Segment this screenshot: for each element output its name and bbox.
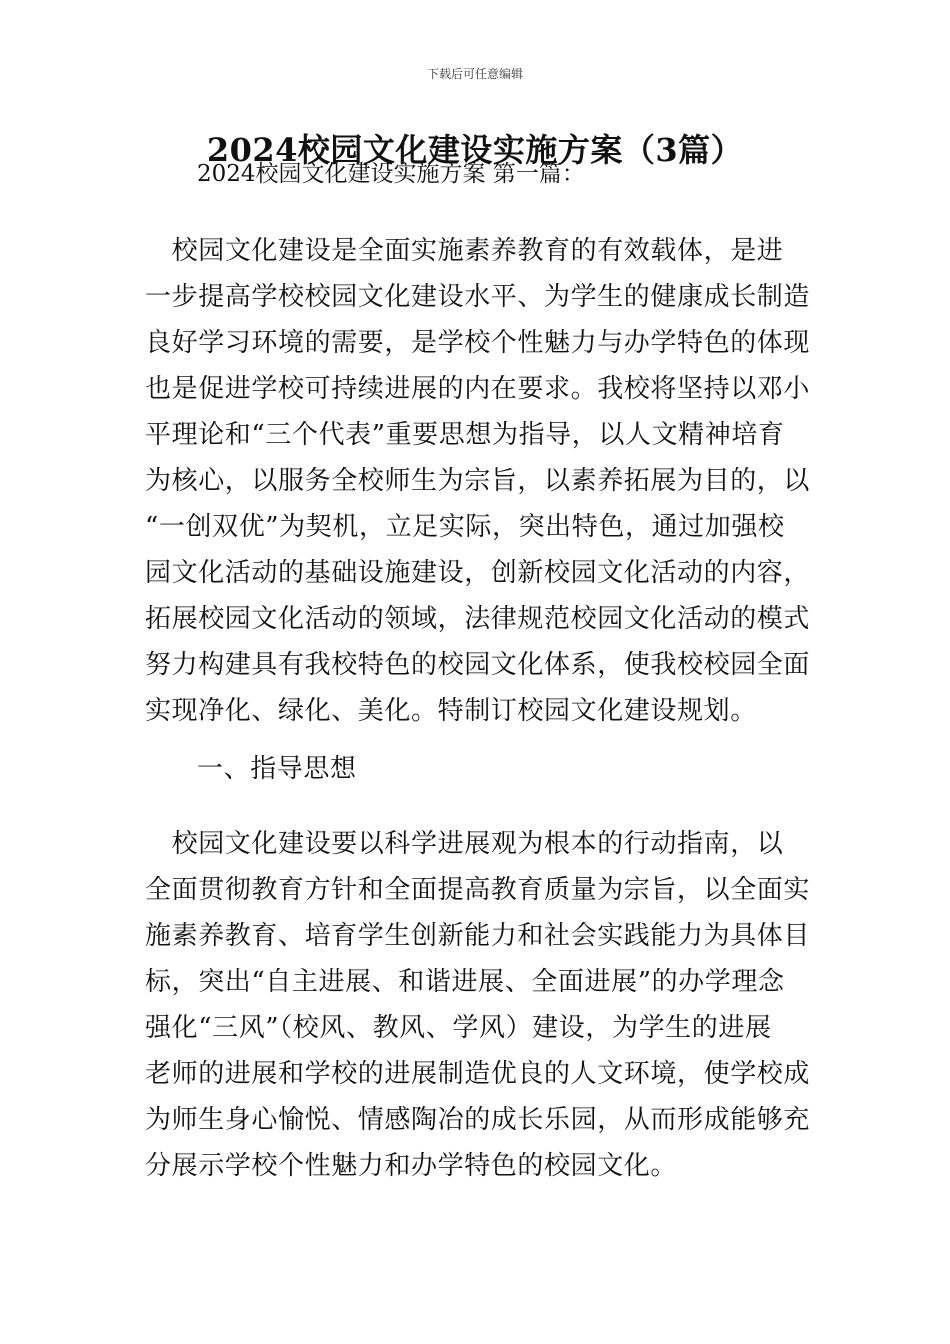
paragraph-line: “一创双优”为契机，立足实际，突出特色，通过加强校 bbox=[145, 512, 785, 542]
paragraph-guiding-ideology bbox=[145, 821, 810, 1189]
paragraph-line: 校园文化建设是全面实施素养教育的有效载体，是进 bbox=[145, 236, 784, 266]
paragraph-line: 为师生身心愉悦、情感陶冶的成长乐园，从而形成能够充 bbox=[145, 1105, 810, 1135]
paragraph-line: 全面贯彻教育方针和全面提高教育质量为宗旨，以全面实 bbox=[145, 875, 810, 905]
page-header-note: 下载后可任意编辑 bbox=[426, 67, 523, 81]
paragraph-line: 分展示学校个性魅力和办学特色的校园文化。 bbox=[145, 1151, 678, 1181]
paragraph-line: 为核心，以服务全校师生为宗旨，以素养拓展为目的，以 bbox=[145, 466, 810, 496]
paragraph-line: 实现净化、绿化、美化。特制订校园文化建设规划。 bbox=[145, 696, 757, 726]
paragraph-line: 也是促进学校可持续进展的内在要求。我校将坚持以邓小 bbox=[145, 374, 810, 404]
document-title: 2024校园文化建设实施方案（3篇） bbox=[206, 131, 744, 169]
section-heading-guiding-ideology: 一、指导思想 bbox=[197, 754, 357, 784]
paragraph-line: 拓展校园文化活动的领域，法律规范校园文化活动的模式 bbox=[145, 604, 810, 634]
paragraph-line: 园文化活动的基础设施建设，创新校园文化活动的内容， bbox=[145, 558, 810, 588]
paragraph-introduction bbox=[145, 228, 810, 734]
document-subtitle: 2024校园文化建设实施方案 第一篇： bbox=[197, 161, 585, 187]
paragraph-line: 良好学习环境的需要，是学校个性魅力与办学特色的体现 bbox=[145, 328, 810, 358]
paragraph-line: 老师的进展和学校的进展制造优良的人文环境，使学校成 bbox=[145, 1059, 810, 1089]
paragraph-line: 平理论和“三个代表”重要思想为指导，以人文精神培育 bbox=[145, 420, 785, 450]
paragraph-line: 标，突出“自主进展、和谐进展、全面进展”的办学理念 bbox=[145, 967, 785, 997]
paragraph-line: 校园文化建设要以科学进展观为根本的行动指南，以 bbox=[145, 829, 784, 859]
paragraph-line: 强化“三风”（校风、教风、学风）建设，为学生的进展 bbox=[145, 1013, 772, 1043]
paragraph-line: 施素养教育、培育学生创新能力和社会实践能力为具体目 bbox=[145, 921, 810, 951]
paragraph-line: 努力构建具有我校特色的校园文化体系，使我校校园全面 bbox=[145, 650, 810, 680]
paragraph-line: 一步提高学校校园文化建设水平、为学生的健康成长制造 bbox=[145, 282, 810, 312]
